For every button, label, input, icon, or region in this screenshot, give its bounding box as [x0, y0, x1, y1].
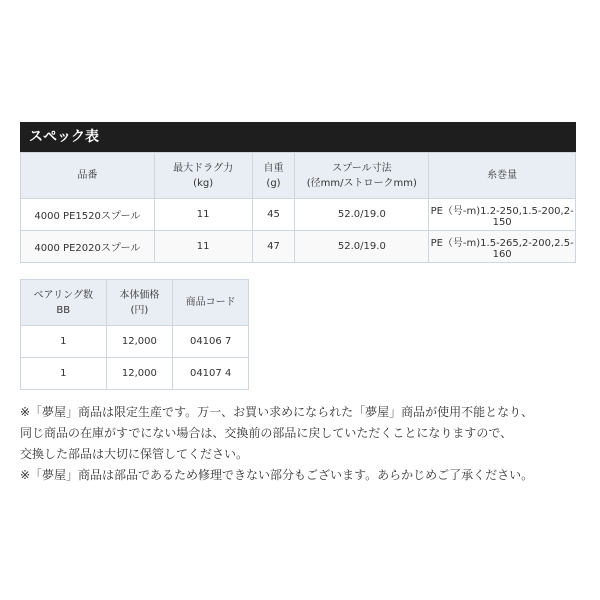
header-label: 糸巻量 — [487, 170, 518, 181]
header-product-code — [173, 280, 249, 326]
cell-price: 12,000 — [106, 326, 173, 358]
cell-bearings: 1 — [21, 326, 107, 358]
spec-table-header-row — [21, 153, 576, 199]
cell-weight: 45 — [252, 199, 295, 231]
cell-product-code: 04107 4 — [173, 358, 249, 390]
header-unit: BB — [56, 304, 71, 316]
table-row — [21, 231, 576, 263]
header-unit: (径mm/ストロークmm) — [306, 177, 417, 189]
cell-weight: 47 — [252, 231, 295, 263]
section-title: スペック表 — [20, 122, 576, 152]
cell-line-capacity: PE（号-m)1.2-250,1.5-200,2-150 — [429, 199, 576, 231]
cell-max-drag: 11 — [154, 199, 252, 231]
header-spool-size — [295, 153, 429, 199]
header-max-drag — [154, 153, 252, 199]
note-line: ※「夢屋」商品は部品であるため修理できない部分もございます。あらかじめご了承ください。 — [20, 468, 534, 482]
table-row — [21, 326, 249, 358]
cell-bearings: 1 — [21, 358, 107, 390]
header-label: ベアリング数 — [33, 289, 93, 301]
note-line: 同じ商品の在庫がすでにない場合は、交換前の部品に戻していただくことになりますので、 — [20, 426, 513, 440]
header-product-number — [21, 153, 155, 199]
header-label: 自重 — [263, 162, 284, 174]
cell-price: 12,000 — [106, 358, 173, 390]
cell-max-drag: 11 — [154, 231, 252, 263]
header-label: 最大ドラグ力 — [173, 162, 234, 174]
bearing-table-header-row — [21, 280, 249, 326]
header-price — [106, 280, 173, 326]
notes — [20, 402, 580, 486]
cell-product-code: 04106 7 — [173, 326, 249, 358]
table-row — [21, 199, 576, 231]
header-label: 商品コード — [185, 297, 236, 308]
header-unit: (g) — [266, 177, 281, 189]
bearing-price-table — [20, 279, 249, 390]
cell-product-number: 4000 PE2020スプール — [21, 231, 155, 263]
table-row — [21, 358, 249, 390]
cell-line-capacity: PE（号-m)1.5-265,2-200,2.5-160 — [429, 231, 576, 263]
cell-product-number: 4000 PE1520スプール — [21, 199, 155, 231]
header-label: スプール寸法 — [332, 162, 392, 174]
cell-spool-size: 52.0/19.0 — [295, 199, 429, 231]
header-bearings — [21, 280, 107, 326]
spec-table — [20, 152, 576, 263]
note-line: ※「夢屋」商品は限定生産です。万一、お買い求めになられた「夢屋」商品が使用不能となり、 — [20, 405, 534, 419]
header-unit: (kg) — [193, 177, 214, 189]
cell-spool-size: 52.0/19.0 — [295, 231, 429, 263]
header-weight — [252, 153, 295, 199]
header-unit: (円) — [130, 304, 149, 316]
header-label: 本体価格 — [119, 289, 160, 301]
header-label: 品番 — [77, 170, 98, 181]
note-line: 交換した部品は大切に保管してください。 — [20, 447, 249, 461]
header-line-capacity — [429, 153, 576, 199]
